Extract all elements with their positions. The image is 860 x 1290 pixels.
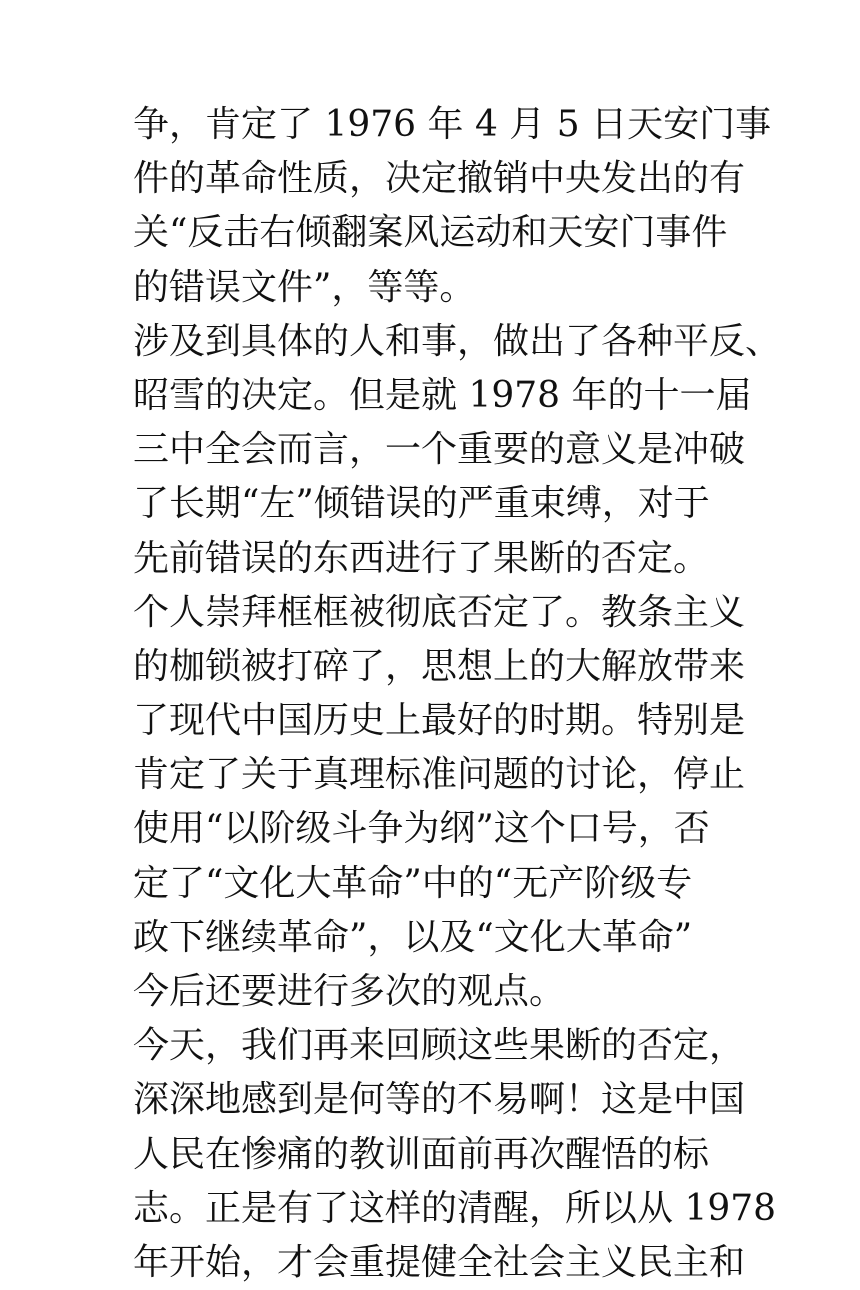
text-line: 件的革命性质，决定撤销中央发出的有 — [133, 158, 746, 200]
text-line: 了现代中国历史上最好的时期。特别是 — [133, 700, 746, 742]
text-line: 的枷锁被打碎了，思想上的大解放带来 — [133, 645, 746, 687]
text-line: 使用“以阶级斗争为纲”这个口号，否 — [133, 808, 710, 850]
text-line: 的错误文件”，等等。 — [133, 266, 476, 308]
text-line: 年开始，才会重提健全社会主义民主和 — [133, 1241, 746, 1283]
text-line: 肯定了关于真理标准问题的讨论，停止 — [133, 754, 746, 796]
text-line: 深深地感到是何等的不易啊！这是中国 — [133, 1079, 746, 1121]
text-line: 先前错误的东西进行了果断的否定。 — [133, 537, 710, 579]
text-line: 今天，我们再来回顾这些果断的否定， — [133, 1025, 746, 1067]
text-line: 定了“文化大革命”中的“无产阶级专 — [133, 862, 693, 904]
text-line: 人民在惨痛的教训面前再次醒悟的标 — [133, 1133, 710, 1175]
text-line: 政下继续革命”，以及“文化大革命” — [133, 916, 693, 958]
text-line: 涉及到具体的人和事，做出了各种平反、 — [133, 320, 782, 362]
text-line: 个人崇拜框框被彻底否定了。教条主义 — [133, 591, 746, 633]
text-line: 昭雪的决定。但是就 1978 年的十一届 — [133, 374, 752, 416]
body-text — [133, 98, 782, 1290]
text-line: 关“反击右倾翻案风运动和天安门事件 — [133, 212, 728, 254]
text-line: 争，肯定了 1976 年 4 月 5 日天安门事 — [133, 104, 772, 145]
text-line: 志。正是有了这样的清醒，所以从 1978 — [133, 1187, 777, 1229]
text-line: 了长期“左”倾错误的严重束缚，对于 — [133, 483, 710, 525]
text-line: 三中全会而言，一个重要的意义是冲破 — [133, 429, 746, 471]
text-line: 今后还要进行多次的观点。 — [133, 971, 566, 1012]
